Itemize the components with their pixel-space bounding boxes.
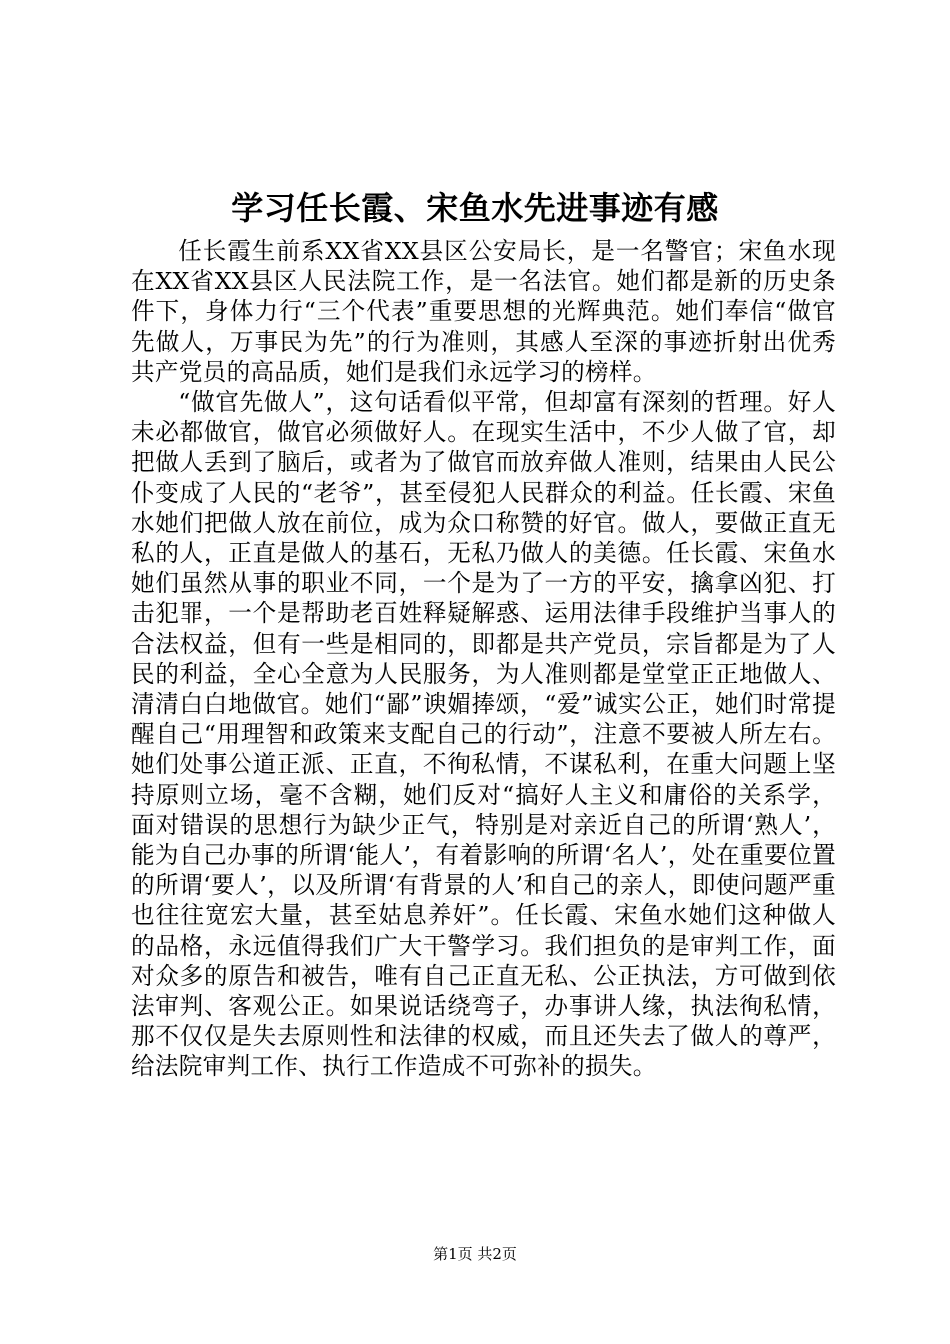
page-title: 学习任长霞、宋鱼水先进事迹有感 bbox=[231, 189, 719, 227]
paragraph: 任长霞生前系XX省XX县区公安局长，是一名警官；宋鱼水现在XX省XX县区人民法院工作，是一名法官。她们都是新的历史条件下，身体力行“三个代表”重要思想的光辉典范。她们奉信“做官先做人，万事民为先”的行为准则，其感人至深的事迹折射出优秀共产党员的高品质，她们是我们永远学习的榜样。 bbox=[131, 237, 836, 386]
page-footer: 第1页 共2页 bbox=[433, 1245, 517, 1263]
document-body bbox=[131, 236, 836, 1082]
paragraph: “做官先做人”，这句话看似平常，但却富有深刻的哲理。好人未必都做官，做官必须做好人。在现实生活中，不少人做了官，却把做人丢到了脑后，或者为了做官而放弃做人准则，结果由人民公仆变成了人民的“老爷”，甚至侵犯人民群众的利益。任长霞、宋鱼水她们把做人放在前位，成为众口称赞的好官。做人，要做正直无私的人，正直是做人的基石，无私乃做人的美德。任长霞、宋鱼水她们虽然从事的职业不同，一个是为了一方的平安，擒拿凶犯、打击犯罪，一个是帮助老百姓释疑解惑、运用法律手段维护当事人的合法权益，但有一些是相同的，即都是共产党员，宗旨都是为了人民的利益，全心全意为人民服务，为人准则都是堂堂正正地做人、清清白白地做官。她们“鄙”谀媚捧颂，“爱”诚实公正，她们时常提醒自己“用理智和政策来支配自己的行动”，注意不要被人所左右。她们处事公道正派、正直，不徇私情，不谋私利，在重大问题上坚持原则立场，毫不含糊，她们反对“搞好人主义和庸俗的关系学，面对错误的思想行为缺少正气，特别是对亲近自己的所谓‘熟人’，能为自己办事的所谓‘能人’，有着影响的所谓‘名人’，处在重要位置的所谓‘要人’，以及所谓‘有背景的人’和自己的亲人，即使问题严重也往往宽宏大量，甚至姑息养奸”。任长霞、宋鱼水她们这种做人的品格，永远值得我们广大干警学习。我们担负的是审判工作，面对众多的原告和被告，唯有自己正直无私、公正执法，方可做到依法审判、客观公正。如果说话绕弯子，办事讲人缘，执法徇私情，那不仅仅是失去原则性和法律的权威，而且还失去了做人的尊严，给法院审判工作、执行工作造成不可弥补的损失。 bbox=[131, 388, 836, 1081]
